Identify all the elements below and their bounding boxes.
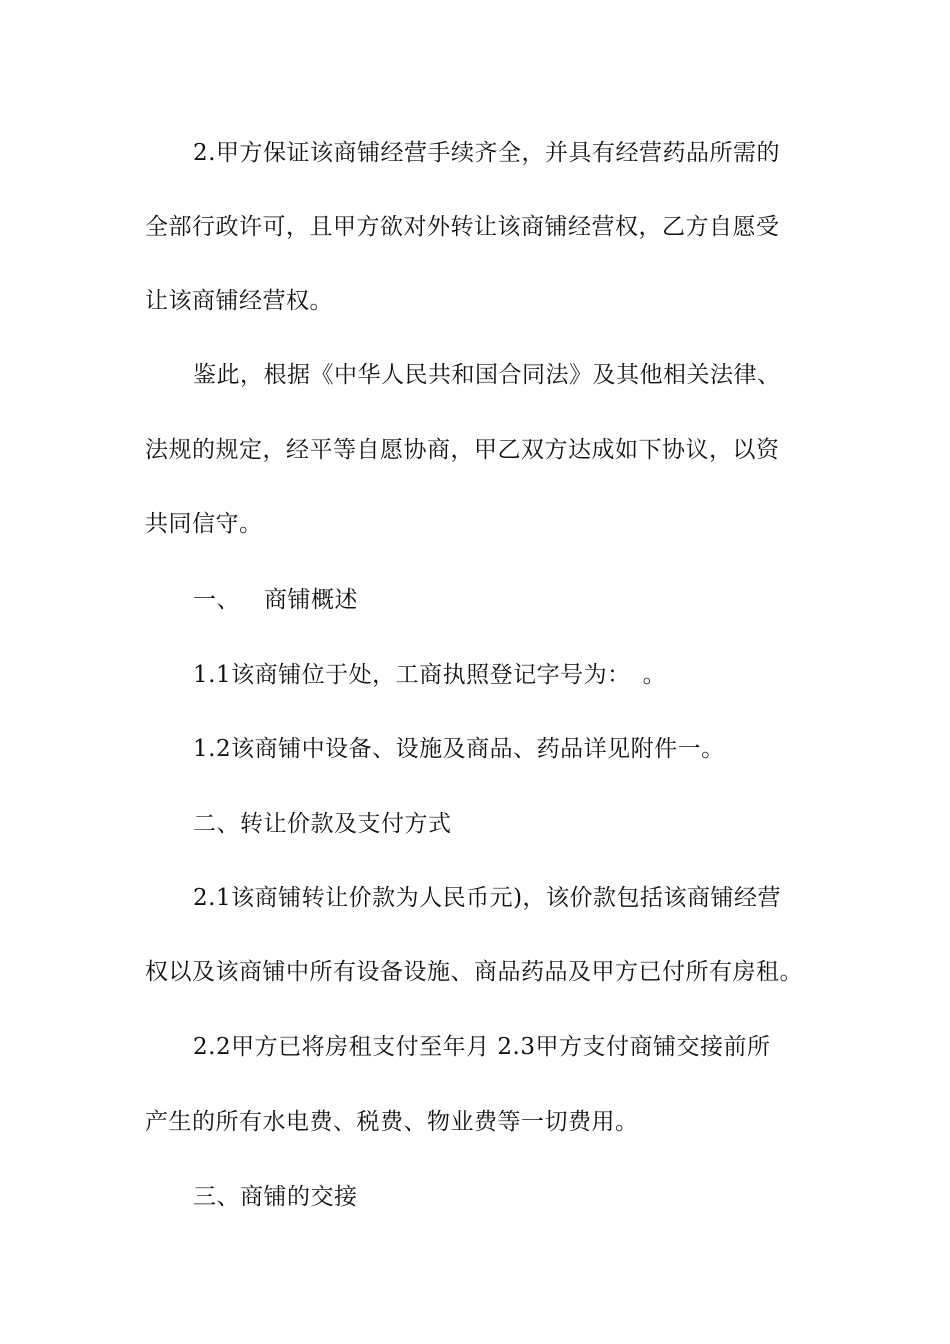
section-3-heading: 三、商铺的交接 <box>193 1184 358 1210</box>
clause-2-2-line-1: 2.2甲方已将房租支付至年月 2.3甲方支付商铺交接前所 <box>193 1034 771 1060</box>
clause-2-1-line-2: 权以及该商铺中所有设备设施、商品药品及甲方已付所有房租。 <box>145 959 803 985</box>
section-2-heading: 二、转让价款及支付方式 <box>193 811 452 837</box>
paragraph-2-line-3: 让该商铺经营权。 <box>145 288 333 314</box>
clause-1-1: 1.1该商铺位于处，工商执照登记字号为： 。 <box>193 662 667 688</box>
paragraph-2-line-1: 2.甲方保证该商铺经营手续齐全，并具有经营药品所需的 <box>193 140 780 166</box>
clause-2-1-line-1: 2.1该商铺转让价款为人民币元)，该价款包括该商铺经营 <box>193 885 782 911</box>
preamble-line-3: 共同信守。 <box>145 511 263 537</box>
paragraph-2-line-2: 全部行政许可，且甲方欲对外转让该商铺经营权，乙方自愿受 <box>145 214 780 240</box>
section-1-title: 商铺概述 <box>264 587 358 613</box>
clause-2-2-line-2: 产生的所有水电费、税费、物业费等一切费用。 <box>145 1109 639 1135</box>
section-1-heading <box>193 585 358 615</box>
preamble-line-1: 鉴此，根据《中华人民共和国合同法》及其他相关法律、 <box>193 362 781 388</box>
clause-1-2: 1.2该商铺中设备、设施及商品、药品详见附件一。 <box>193 736 725 762</box>
preamble-line-2: 法规的规定，经平等自愿协商，甲乙双方达成如下协议，以资 <box>145 437 780 463</box>
section-1-number: 一、 <box>193 587 240 613</box>
